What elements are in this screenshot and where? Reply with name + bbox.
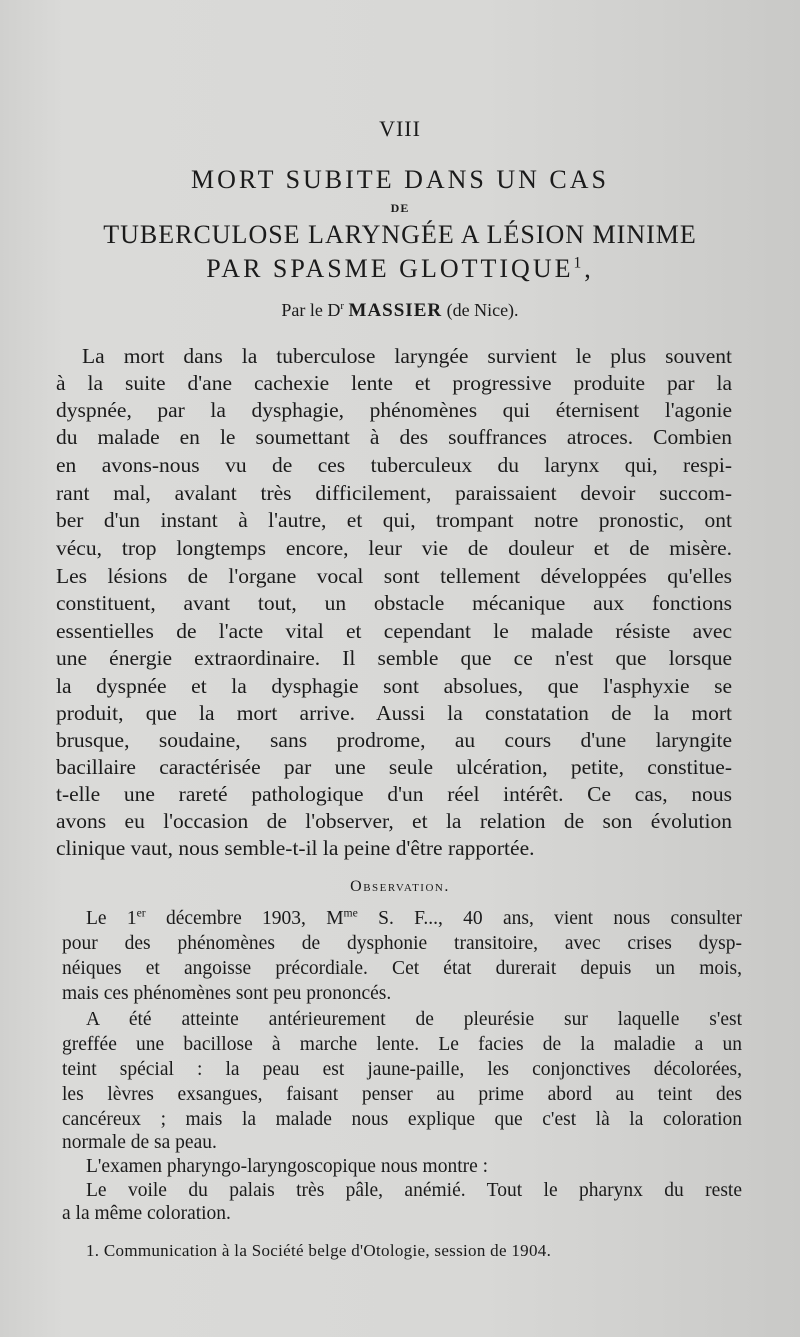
observation-line: greffée une bacillose à marche lente. Le facies de la maladie a un <box>62 1034 742 1055</box>
section-heading: Observation. <box>350 878 450 895</box>
intro-line: avons eu l'occasion de l'observer, et la relation de son évolution <box>56 809 732 833</box>
footnote: 1. Communication à la Société belge d'Otologie, session de 1904. <box>86 1241 552 1260</box>
title-line-3-text: PAR SPASME GLOTTIQUE <box>206 254 574 283</box>
observation-line: normale de sa peau. <box>62 1132 217 1153</box>
observation-line: pour des phénomènes de dysphonie transitoire, avec crises dysp- <box>62 933 742 954</box>
observation-line: les lèvres exsangues, faisant penser au prime abord au teint des <box>62 1084 742 1105</box>
intro-line: brusque, soudaine, sans prodrome, au cours d'une laryngite <box>56 728 732 752</box>
intro-line: constituent, avant tout, un obstacle mécanique aux fonctions <box>56 591 732 615</box>
intro-line: rant mal, avalant très difficilement, paraissaient devoir succom- <box>56 481 732 505</box>
title-connector: DE <box>390 201 410 215</box>
observation-line: Le voile du palais très pâle, anémié. Tout le pharynx du reste <box>86 1180 742 1201</box>
observation-line: néiques et angoisse précordiale. Cet état durerait depuis un mois, <box>62 958 742 979</box>
author-name: MASSIER <box>348 300 443 321</box>
intro-line: essentielles de l'acte vital et cependant le malade résiste avec <box>56 619 732 643</box>
observation-line: L'examen pharyngo-laryngoscopique nous montre : <box>86 1156 489 1177</box>
observation-line: a la même coloration. <box>62 1203 231 1224</box>
intro-line: du malade en le soumettant à des souffrances atroces. Combien <box>56 425 732 449</box>
intro-line: en avons-nous vu de ces tuberculeux du larynx qui, respi- <box>56 453 732 477</box>
intro-line: la dyspnée et la dysphagie sont absolues, que l'asphyxie se <box>56 674 732 698</box>
title-comma: , <box>584 254 594 283</box>
chapter-number: VIII <box>379 116 421 141</box>
byline-prefix: Par le D <box>281 300 341 320</box>
intro-line: Les lésions de l'organe vocal sont tellement développées qu'elles <box>56 564 732 588</box>
observation-line: cancéreux ; mais la malade nous explique que c'est là la coloration <box>62 1109 742 1130</box>
byline-suffix: (de Nice). <box>446 300 519 320</box>
intro-line: ber d'un instant à l'autre, et qui, trompant notre pronostic, ont <box>56 508 732 532</box>
observation-line: Le 1er décembre 1903, $M^{me}$ S. F..., 40 ans, vient nous consulter <box>86 906 742 929</box>
intro-line: dyspnée, par la dysphagie, phénomènes qui éternisent l'agonie <box>56 398 732 422</box>
intro-line: à la suite d'ane cachexie lente et progressive produite par la <box>56 371 732 395</box>
intro-line: clinique vaut, nous semble-t-il la peine d'être rapportée. <box>56 836 535 860</box>
observation-line: A été atteinte antérieurement de pleurésie sur laquelle s'est <box>86 1009 742 1030</box>
intro-line: bacillaire caractérisée par une seule ulcération, petite, constitue- <box>56 755 732 779</box>
intro-line: produit, que la mort arrive. Aussi la constatation de la mort <box>56 701 732 725</box>
title-line-2: TUBERCULOSE LARYNGÉE A LÉSION MINIME <box>103 220 697 249</box>
byline-title-sup: r <box>340 300 345 312</box>
intro-line: t-elle une rareté pathologique d'un réel intérêt. Ce cas, nous <box>56 782 732 806</box>
footnote-marker: 1 <box>573 254 585 272</box>
author-byline <box>0 300 800 322</box>
observation-line: teint spécial : la peau est jaune-paille, les conjonctives décolorées, <box>62 1059 742 1080</box>
observation-line: mais ces phénomènes sont peu prononcés. <box>62 983 392 1004</box>
intro-line: une énergie extraordinaire. Il semble que ce n'est que lorsque <box>56 646 732 670</box>
title-line-1: MORT SUBITE DANS UN CAS <box>190 165 609 194</box>
intro-line: La mort dans la tuberculose laryngée survient le plus souvent <box>82 344 732 368</box>
intro-line: vécu, trop longtemps encore, leur vie de douleur et de misère. <box>56 536 732 560</box>
title-line-3 <box>0 254 800 284</box>
